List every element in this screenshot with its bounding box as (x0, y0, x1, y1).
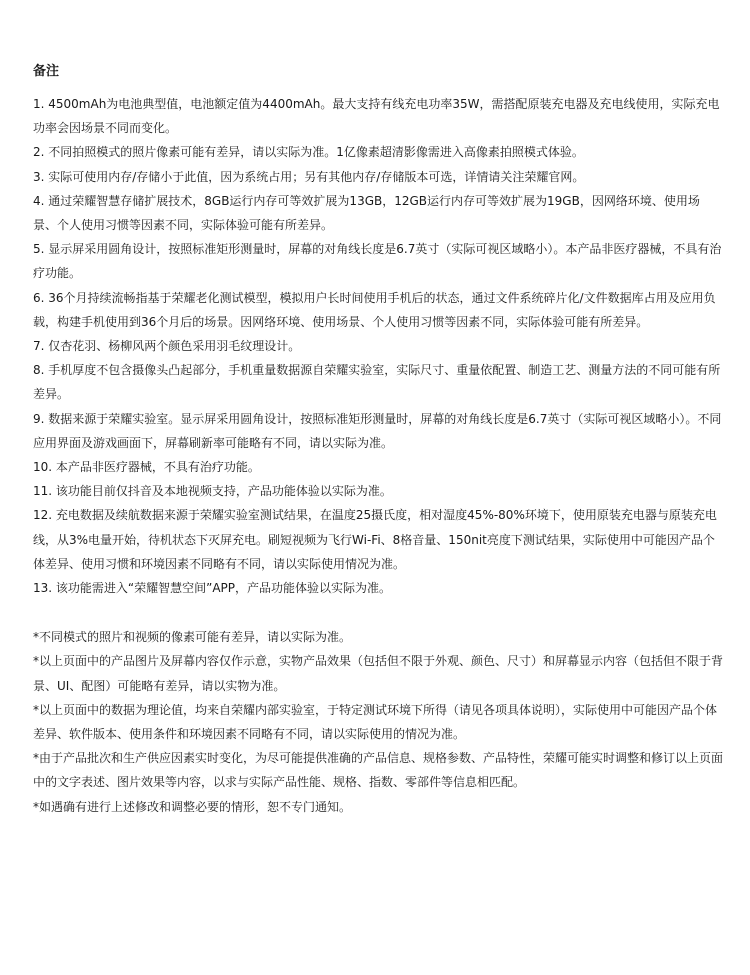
notes-list (33, 92, 723, 600)
note-item-9: 9. 数据来源于荣耀实验室。显示屏采用圆角设计，按照标准矩形测量时，屏幕的对角线长度是6.7英寸（实际可视区域略小）。不同应用界面及游戏画面下，屏幕刷新率可能略有不同，请以实际为准。 (33, 411, 722, 450)
disclaimer-item-4: *由于产品批次和生产供应因素实时变化，为尽可能提供准确的产品信息、规格参数、产品特性，荣耀可能实时调整和修订以上页面中的文字表述、图片效果等内容，以求与实际产品性能、规格、指数、零部件等信息相匹配。 (33, 751, 724, 790)
note-item-3: 3. 实际可使用内存/存储小于此值，因为系统占用；另有其他内存/存储版本可选，详情请关注荣耀官网。 (33, 169, 585, 184)
note-item-1: 1. 4500mAh为电池典型值，电池额定值为4400mAh。最大支持有线充电功率35W，需搭配原装充电器及充电线使用，实际充电功率会因场景不同而变化。 (33, 97, 720, 136)
disclaimer-item-5: *如遇确有进行上述修改和调整必要的情形，恕不专门通知。 (33, 799, 352, 814)
page-title: 备注 (33, 64, 60, 79)
disclaimer-list (33, 625, 723, 819)
disclaimer-item-1: *不同模式的照片和视频的像素可能有差异，请以实际为准。 (33, 630, 352, 645)
disclaimer-item-3: *以上页面中的数据为理论值，均来自荣耀内部实验室，于特定测试环境下所得（请见各项具体说明），实际使用中可能因产品个体差异、软件版本、使用条件和环境因素不同略有不同，请以实际使用的情况为准。 (33, 702, 718, 742)
note-item-6: 6. 36个月持续流畅指基于荣耀老化测试模型，模拟用户长时间使用手机后的状态，通过文件系统碎片化/文件数据库占用及应用负载，构建手机使用到36个月后的场景。因网络环境、使用场景、个人使用习惯等因素不同，实际体验可能有所差异。 (33, 290, 716, 329)
note-item-7: 7. 仅杏花羽、杨柳风两个颜色采用羽毛纹理设计。 (33, 339, 301, 354)
notes-page (33, 62, 723, 819)
note-item-4: 4. 通过荣耀智慧存储扩展技术，8GB运行内存可等效扩展为13GB，12GB运行内存可等效扩展为19GB，因网络环境、使用场景、个人使用习惯等因素不同，实际体验可能有所差异。 (33, 193, 700, 233)
note-item-10: 10. 本产品非医疗器械，不具有治疗功能。 (33, 460, 260, 475)
note-item-13: 13. 该功能需进入“荣耀智慧空间”APP，产品功能体验以实际为准。 (33, 581, 392, 596)
note-item-11: 11. 该功能目前仅抖音及本地视频支持，产品功能体验以实际为准。 (33, 484, 392, 499)
note-item-8: 8. 手机厚度不包含摄像头凸起部分，手机重量数据源自荣耀实验室，实际尺寸、重量依配置、制造工艺、测量方法的不同可能有所差异。 (33, 363, 721, 402)
note-item-2: 2. 不同拍照模式的照片像素可能有差异，请以实际为准。1亿像素超清影像需进入高像素拍照模式体验。 (33, 145, 584, 160)
note-item-5: 5. 显示屏采用圆角设计，按照标准矩形测量时，屏幕的对角线长度是6.7英寸（实际可视区域略小）。本产品非医疗器械，不具有治疗功能。 (33, 242, 722, 281)
disclaimer-item-2: *以上页面中的产品图片及屏幕内容仅作示意，实物产品效果（包括但不限于外观、颜色、尺寸）和屏幕显示内容（包括但不限于背景、UI、配图）可能略有差异，请以实物为准。 (33, 654, 724, 693)
note-item-12: 12. 充电数据及续航数据来源于荣耀实验室测试结果，在温度25摄氏度，相对湿度45%-80%环境下，使用原装充电器与原装充电线，从3%电量开始，待机状态下灭屏充电。刷短视频为飞行Wi-Fi、8格音量、150nit亮度下测试结果，实际使用中可能因产品个体差异、使用习惯和环境因素不同略有不同，请以实际使用情况为准。 (33, 508, 717, 571)
